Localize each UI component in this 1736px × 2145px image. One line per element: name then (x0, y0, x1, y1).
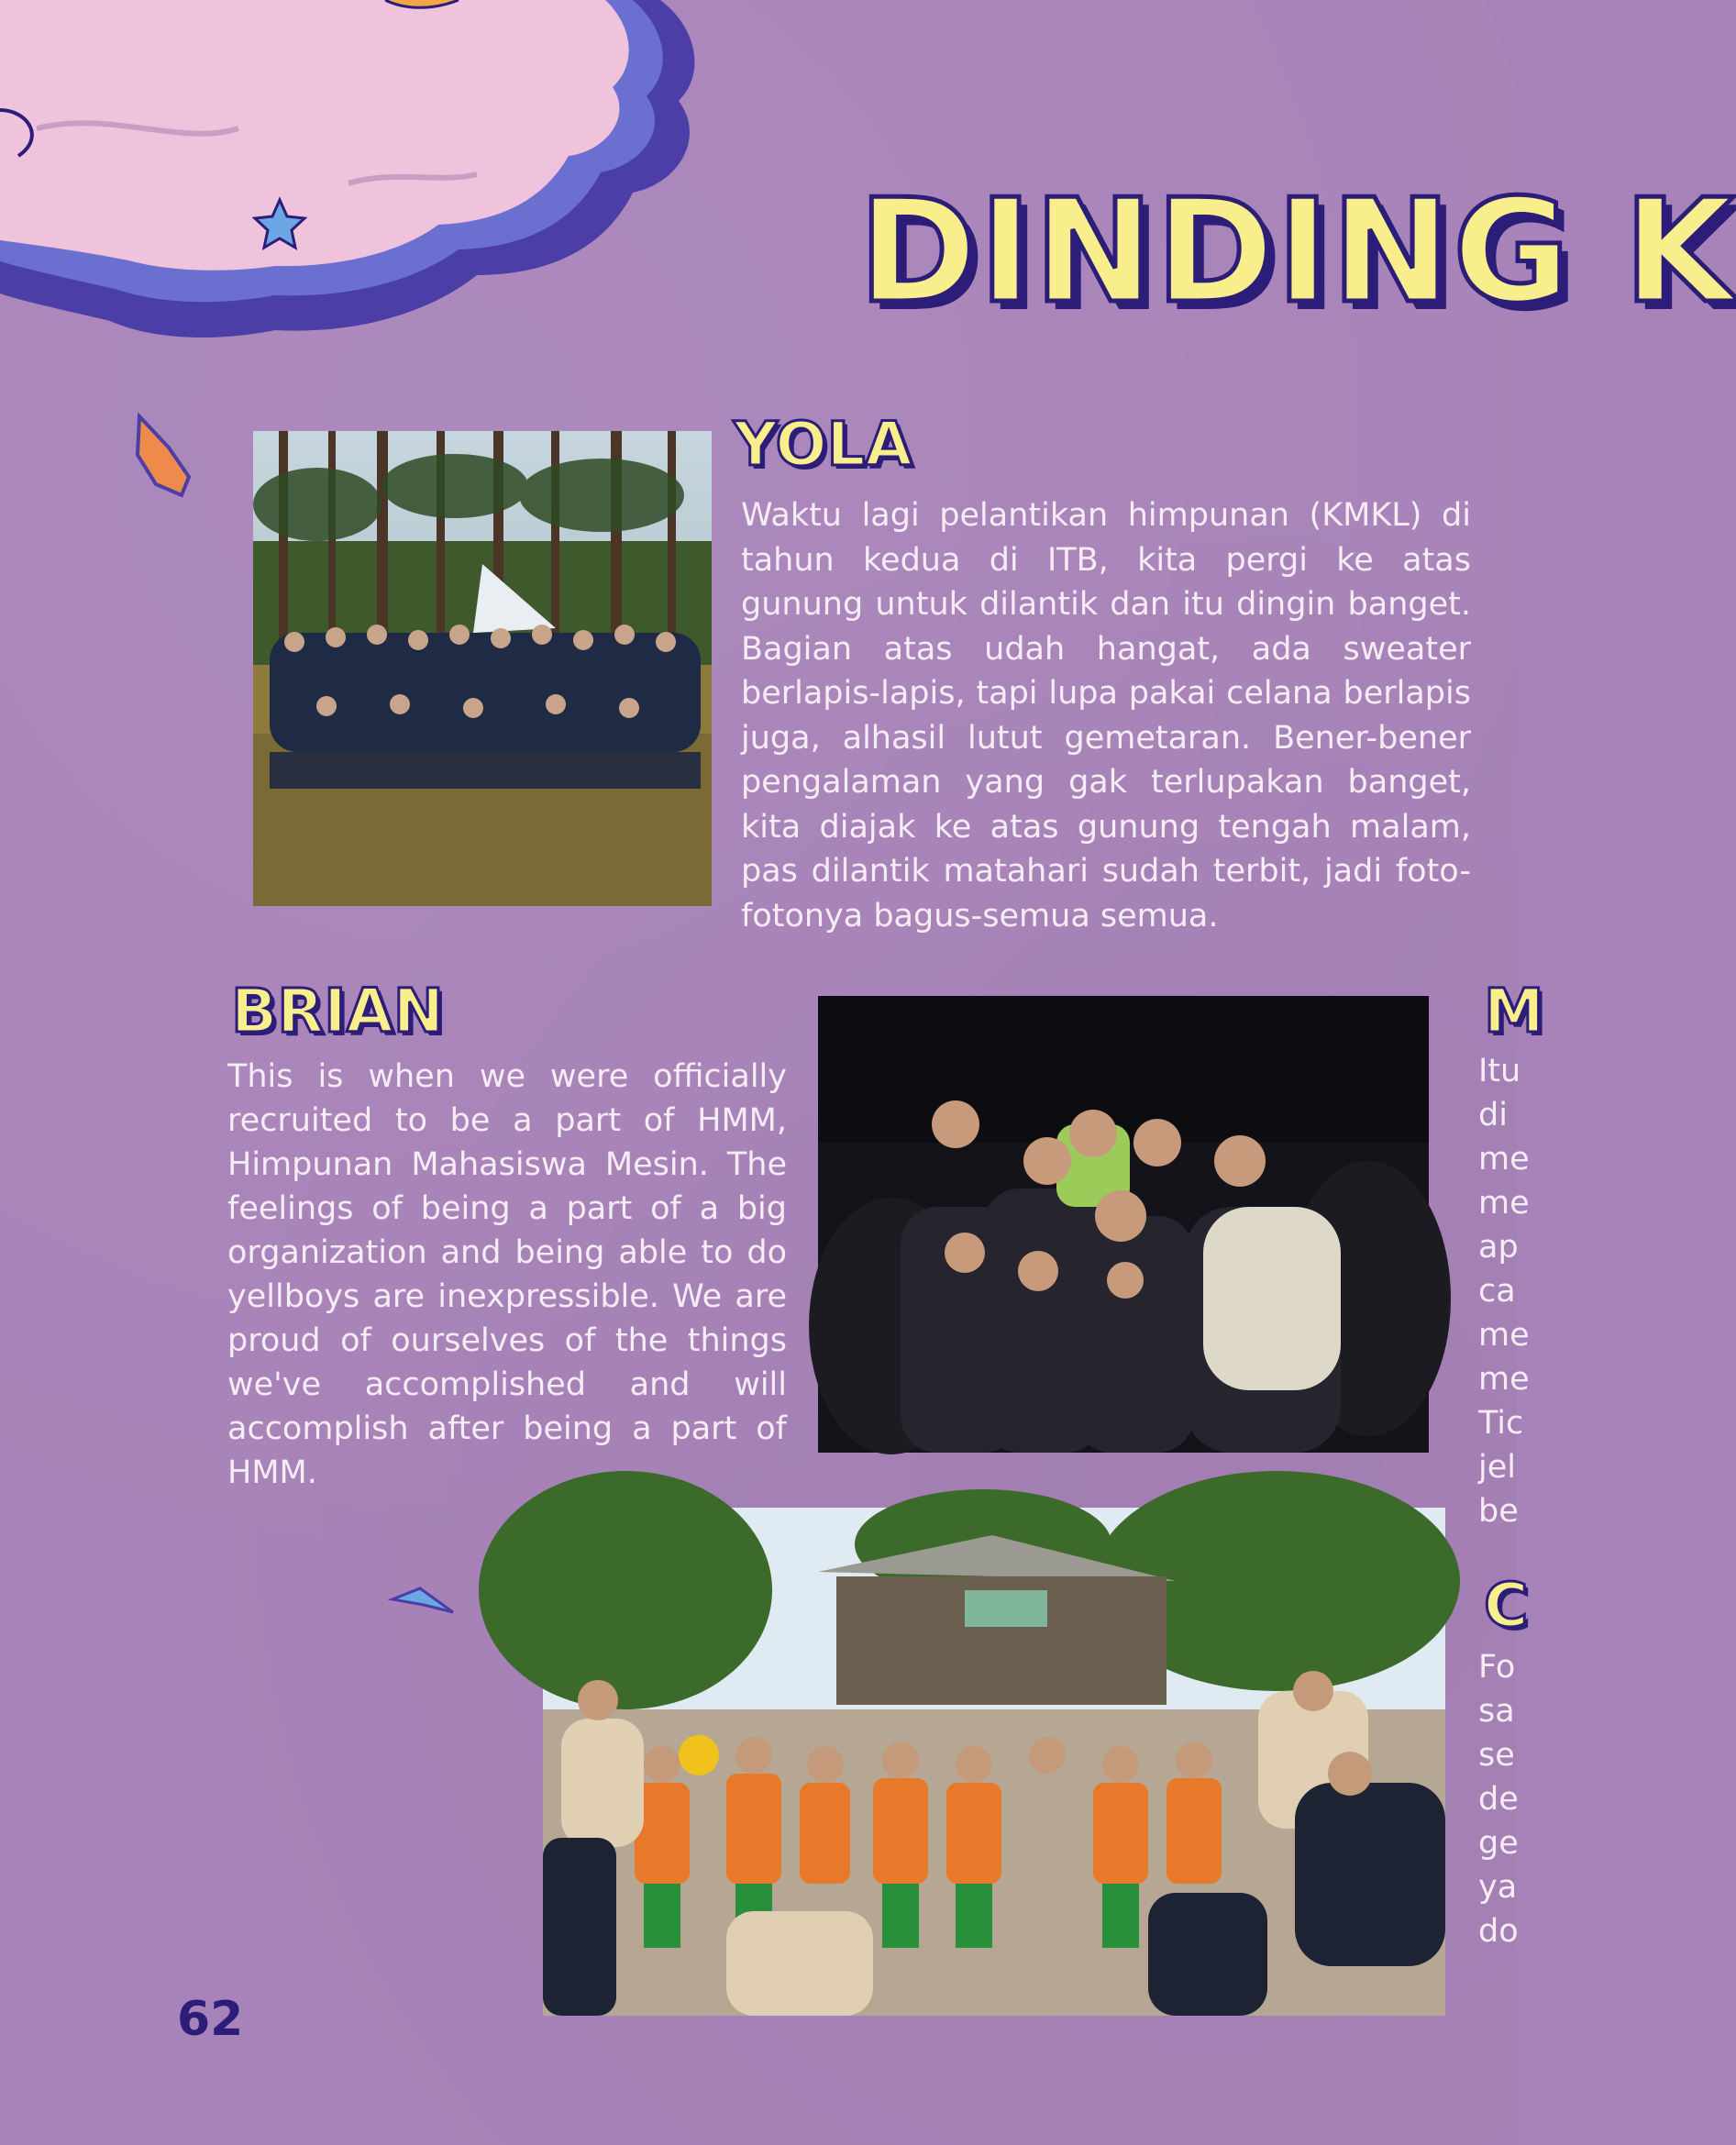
text-yola: Waktu lagi pelantikan himpunan (KMKL) di tahun kedua di ITB, kita pergi ke atas gunung untuk dilantik dan itu dingin banget. Bagian atas udah hangat, ada sweater berlapis-lapis, tapi lupa pakai celana berlapis juga, alhasil lutut gemetaran. Bener-bener pengalaman yang gak terlupakan banget, kita diajak ke atas gunung tengah malam, pas dilantik matahari sudah terbit, jadi foto-fotonya bagus-semua semua. (741, 497, 1471, 934)
page-title: DINDING K (858, 168, 1736, 335)
text-m: Itu di me me ap ca me me Tic jel be (1478, 1053, 1530, 1530)
name-c: C (1484, 1570, 1529, 1641)
photo-children-group (543, 1508, 1445, 2016)
photo-brian (818, 996, 1429, 1453)
name-m: M (1484, 976, 1544, 1046)
name-yola: YOLA (734, 409, 912, 480)
photo-yola (253, 431, 712, 906)
text-brian: This is when we were officially recruited to be a part of HMM, Himpunan Mahasiswa Mesin. The feelings of being a part of a big organization and being able to do yellboys are inexpressible. We are proud of ourselves of the things we've accomplished and will accomplish after being a part of HMM. (227, 1058, 787, 1491)
text-c: Fo sa se de ge ya do (1478, 1649, 1519, 1950)
name-brian: BRIAN (231, 976, 444, 1046)
sparkle-icon (387, 1581, 460, 1620)
page-number: 62 (177, 1992, 244, 2047)
paper-scrap-icon (128, 411, 194, 503)
cloud-illustration (0, 0, 715, 348)
